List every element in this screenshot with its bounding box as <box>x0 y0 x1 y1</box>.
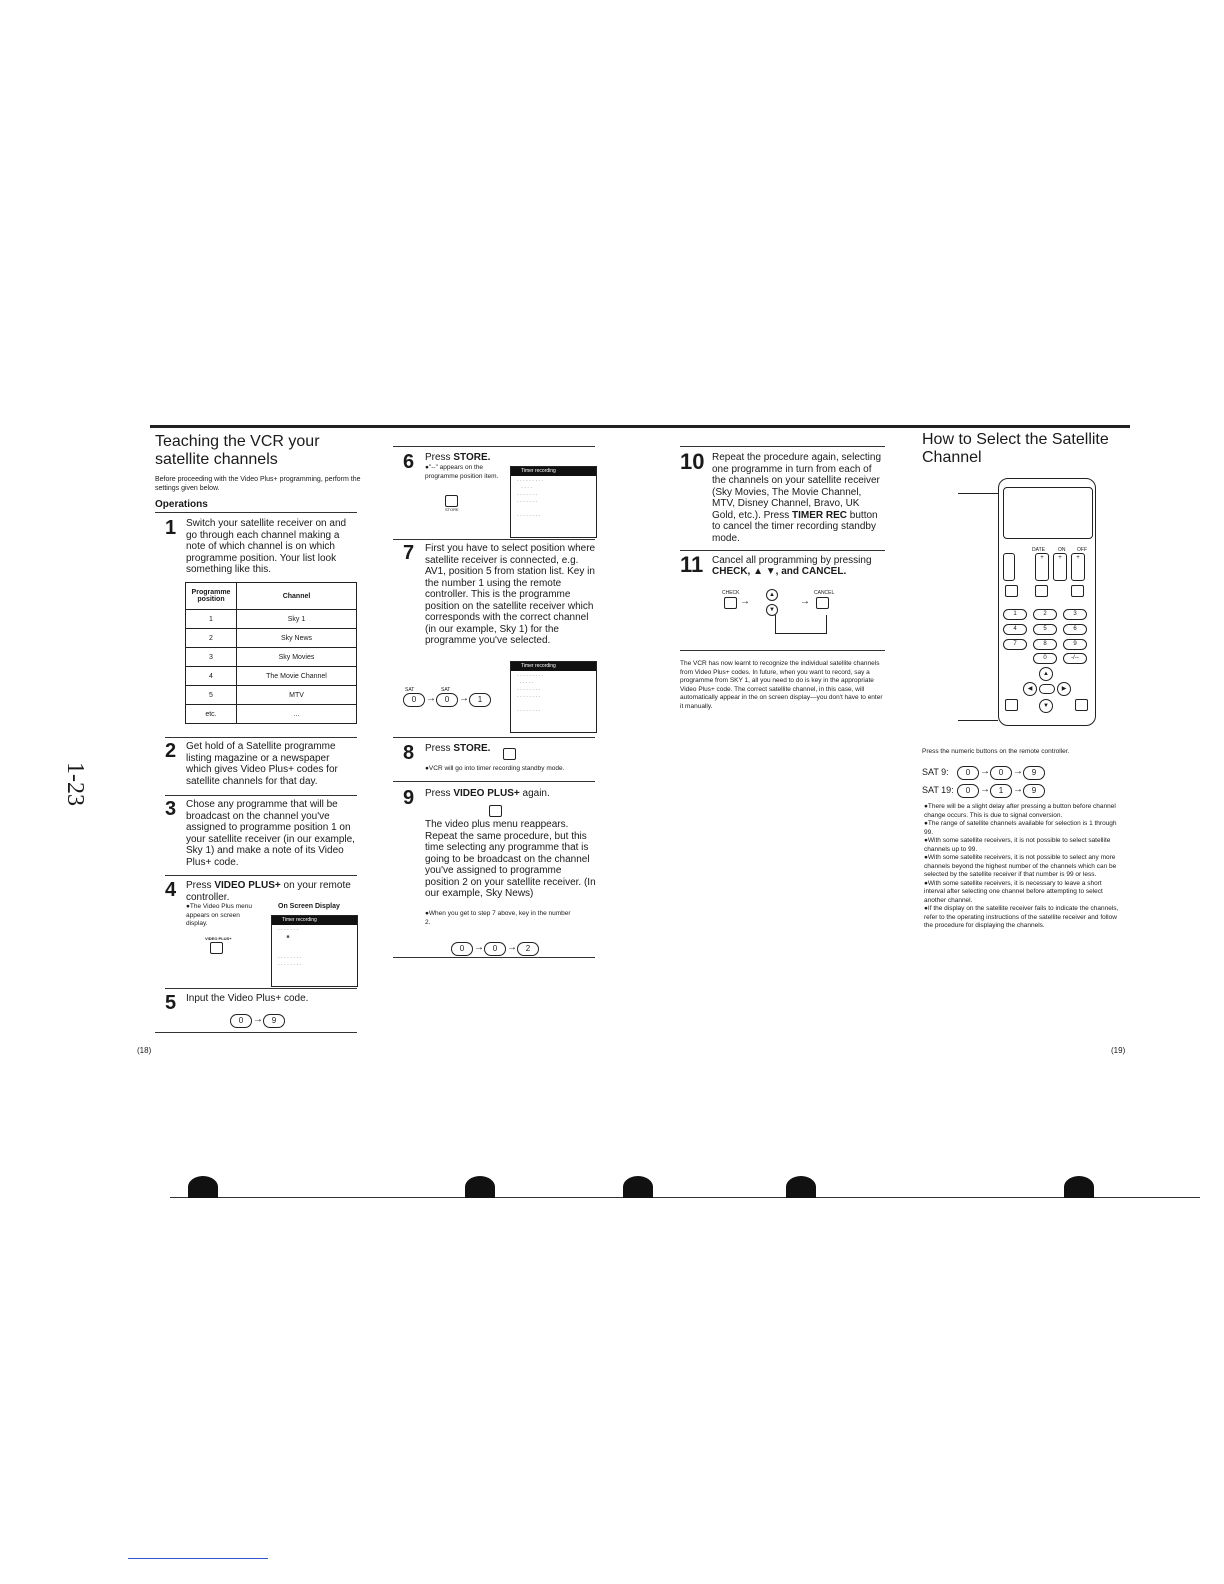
rule <box>393 737 595 738</box>
cell-channel: Sky News <box>237 629 357 648</box>
cell-channel: ... <box>237 705 357 724</box>
cancel-label: CANCEL <box>814 590 835 596</box>
step-number: 3 <box>165 798 177 820</box>
step-5 <box>165 993 360 1033</box>
key-0[interactable]: 0 <box>451 942 473 956</box>
arrow-icon: → <box>459 693 469 704</box>
screen-title: Timer recording <box>511 467 596 476</box>
button-label: STORE <box>445 507 459 512</box>
sat19-label: SAT 19: <box>922 785 954 795</box>
osd-label: On Screen Display <box>278 903 340 910</box>
arrow-icon: → <box>507 942 517 953</box>
step-text-detail: The video plus menu reappears. Repeat the same procedure, but this time selecting any programme that is going to be broadcast on the channel you've assigned to programme position 2 on your satellite receiver. (In our example, Sky News) <box>425 819 596 899</box>
cell-channel: Sky Movies <box>237 648 357 667</box>
timer-rec-key[interactable] <box>1071 585 1084 597</box>
rule <box>165 737 357 738</box>
learnt-note: The VCR has now learnt to recognize the individual satellite channels from Video Plus+ codes. In future, when you want to record, say a programme from SKY 1, all you need to do is key in the appropriate Video Plus+ code. The correct satellite channel, in this case, will automatically appear in the on screen display—you don't have to enter it manually. <box>680 660 883 710</box>
arrow-icon: → <box>253 1014 263 1025</box>
binder-mark <box>786 1176 816 1198</box>
step-text: Press STORE. <box>425 743 491 754</box>
rule <box>165 875 357 876</box>
up-arrow-button[interactable]: ▲ <box>766 589 778 601</box>
cell-channel: The Movie Channel <box>237 667 357 686</box>
cell-position: 5 <box>186 686 237 705</box>
num-key-0[interactable]: 0 <box>1033 653 1057 664</box>
num-key-7[interactable]: 7 <box>1003 639 1027 650</box>
note-item: ●There will be a slight delay after pressing a button before channel change occurs. This is due to signal conversion. <box>924 803 1116 819</box>
cell-position: 3 <box>186 648 237 667</box>
step-9 <box>403 788 603 958</box>
step-number: 8 <box>403 742 415 764</box>
off-label: OFF <box>1077 547 1087 553</box>
binder-mark <box>623 1176 653 1198</box>
table-header-position: Programme position <box>186 583 237 610</box>
screen-title: Timer recording <box>511 662 596 671</box>
check-button[interactable] <box>724 597 737 609</box>
right-key[interactable]: ▶ <box>1057 682 1071 696</box>
press-instruction: Press the numeric buttons on the remote controller. <box>922 748 1070 755</box>
step-number: 9 <box>403 787 415 809</box>
step-text: Press VIDEO PLUS+ again. <box>425 788 550 799</box>
down-key[interactable]: ▼ <box>1039 699 1053 713</box>
notes-list <box>924 803 1124 931</box>
step-number: 2 <box>165 740 177 762</box>
step-text: First you have to select position where satellite receiver is connected, e.g. AV1, position 5 from station list. Key in the number 1 using the remote controller. This is the programme position on the satellite receiver which corresponds with the correct channel (in our example, Sky 1) for the programme you've selected. <box>425 543 596 646</box>
arrow-icon: → <box>474 942 484 953</box>
menu-key[interactable] <box>1039 684 1055 694</box>
step-note: ●"--" appears on the programme position item. <box>425 464 499 480</box>
step-text: Repeat the procedure again, selecting one programme in turn from each of the channels on your satellite receiver (Sky Movies, The Movie Channel, MTV, Disney Channel, Bravo, UK Gold, etc.). Press TIMER REC button to cancel the timer recording standby mode. <box>712 452 882 544</box>
num-key-3[interactable]: 3 <box>1063 609 1087 620</box>
cell-channel: MTV <box>237 686 357 705</box>
step-note: ●When you get to step 7 above, key in the number 2. <box>425 910 571 926</box>
step-text-bold: CHECK, ▲ ▼, and CANCEL. <box>712 566 847 577</box>
step-note: ●The Video Plus menu appears on screen display. <box>186 903 252 927</box>
pointer-line <box>958 720 998 721</box>
binder-mark <box>1064 1176 1094 1198</box>
left-key[interactable]: ◀ <box>1023 682 1037 696</box>
key-0[interactable]: 0 <box>436 693 458 707</box>
key-0[interactable]: 0 <box>957 766 979 780</box>
step-2 <box>165 741 360 789</box>
channel-table <box>185 582 357 724</box>
on-key[interactable]: + <box>1053 553 1067 581</box>
key-1[interactable]: 1 <box>990 784 1012 798</box>
rule <box>165 988 357 989</box>
note-item: ●With some satellite receivers, it is not possible to select satellite channels up to 99. <box>924 837 1111 853</box>
num-key-2[interactable]: 2 <box>1033 609 1057 620</box>
rule <box>393 446 595 447</box>
key-0[interactable]: 0 <box>957 784 979 798</box>
key-1[interactable]: 1 <box>469 693 491 707</box>
screen-noise: · · · · · · · · · · · · · · · · · · · · · · · · · · · · · · · · · · · <box>517 478 544 519</box>
step-4 <box>165 880 360 988</box>
num-key-9[interactable]: 9 <box>1063 639 1087 650</box>
pointer-line <box>958 493 998 494</box>
screen-title: Timer recording <box>272 916 357 925</box>
sat9-label: SAT 9: <box>922 767 949 777</box>
step-text: Press VIDEO PLUS+ on your remote controller. <box>186 880 351 903</box>
rule <box>680 550 885 551</box>
step-7 <box>403 543 603 733</box>
top-rule <box>150 425 1130 428</box>
sat-examples <box>922 764 1122 796</box>
step-text: Press STORE. <box>425 452 491 463</box>
table-header-channel: Channel <box>237 583 357 610</box>
step-text: Input the Video Plus+ code. <box>186 993 309 1004</box>
down-arrow-button[interactable]: ▼ <box>766 604 778 616</box>
store-button[interactable] <box>445 495 458 507</box>
note-item: ●With some satellite receivers, it is not possible to select any more channels beyond the highest number of the channels which can be selected by the satellite receiver if that number is 99 or less. <box>924 854 1117 878</box>
arrow-icon: → <box>740 596 750 607</box>
step-text: Chose any programme that will be broadcast on the channel you've assigned to programme position 1 on your satellite receiver (in our example, Sky 1) and make a note of its Video Plus+ code. <box>186 799 355 868</box>
key-0[interactable]: 0 <box>230 1014 252 1028</box>
num-key-4[interactable]: 4 <box>1003 624 1027 635</box>
table-row <box>186 686 357 705</box>
key-9[interactable]: 9 <box>1023 766 1045 780</box>
sat-label: SAT <box>405 687 415 693</box>
num-key-8[interactable]: 8 <box>1033 639 1057 650</box>
cell-position: 2 <box>186 629 237 648</box>
step-text: Get hold of a Satellite programme listing magazine or a newspaper which gives Video Plus+ codes for satellite channels for that day. <box>186 741 338 787</box>
arrow-icon: → <box>426 693 436 704</box>
osd-screen <box>271 915 358 987</box>
sat-key[interactable] <box>1005 699 1018 711</box>
step-number: 6 <box>403 451 415 473</box>
step-number: 11 <box>680 552 704 577</box>
num-key-5[interactable]: 5 <box>1033 624 1057 635</box>
store-button[interactable] <box>503 748 516 760</box>
intro-text: Before proceeding with the Video Plus+ programming, perform the settings given below. <box>155 476 361 492</box>
video-plus-button[interactable] <box>210 942 223 954</box>
screen-noise: · · · · · · · · · · · · · · · · · · · · · · · · · · · · · · · · · · · · · · <box>517 673 544 714</box>
step-number: 4 <box>165 879 177 901</box>
date-key[interactable]: + <box>1035 553 1049 581</box>
key-0[interactable]: 0 <box>990 766 1012 780</box>
step-text: Switch your satellite receiver on and go through each channel making a note of which channel is on which programme position. Your list look something like this. <box>186 518 347 575</box>
note-item: ●The range of satellite channels available for selection is 1 through 99. <box>924 820 1117 836</box>
step-11 <box>680 552 885 655</box>
right-title-block <box>922 431 1132 467</box>
num-key-6[interactable]: 6 <box>1063 624 1087 635</box>
table-row <box>186 648 357 667</box>
operations-heading: Operations <box>155 499 208 510</box>
cell-position: 4 <box>186 667 237 686</box>
osd-screen <box>510 466 597 538</box>
cancel-key[interactable] <box>1035 585 1048 597</box>
cell-channel: Sky 1 <box>237 610 357 629</box>
binder-mark <box>188 1176 218 1198</box>
check-key[interactable] <box>1005 585 1018 597</box>
step-6 <box>403 452 603 537</box>
arrow-icon: → <box>1013 766 1023 777</box>
date-label: DATE <box>1032 547 1045 553</box>
step-number: 10 <box>680 449 705 474</box>
left-title-block <box>155 433 365 510</box>
check-label: CHECK <box>722 590 740 596</box>
note-item: ●With some satellite receivers, it is necessary to leave a short interval after selecting one channel before attempting to select another channel. <box>924 879 1103 904</box>
step-number: 5 <box>165 992 177 1014</box>
bottom-link-line <box>128 1558 268 1559</box>
step-8 <box>403 743 603 779</box>
page-number-left: (18) <box>137 1046 152 1055</box>
cell-position: 1 <box>186 610 237 629</box>
key-9[interactable]: 9 <box>1023 784 1045 798</box>
binder-mark <box>465 1176 495 1198</box>
bottom-rule <box>170 1197 1200 1198</box>
remote-window <box>1003 487 1093 539</box>
rule <box>393 539 595 540</box>
rule <box>393 957 595 958</box>
table-row <box>186 610 357 629</box>
rule <box>680 650 885 651</box>
page-title-left: Teaching the VCR your satellite channels <box>155 433 320 468</box>
step-number: 7 <box>403 542 415 564</box>
table-row <box>186 667 357 686</box>
note-item: ●If the display on the satellite receiver fails to indicate the channels, refer to the operating instructions of the satellite receiver and follow the procedure for displaying the channels. <box>924 905 1119 929</box>
cell-position: etc. <box>186 705 237 724</box>
arrow-icon: → <box>800 596 810 607</box>
table-row <box>186 629 357 648</box>
num-key-1[interactable]: 1 <box>1003 609 1027 620</box>
plus-key[interactable]: -/-- <box>1063 653 1087 664</box>
rule <box>155 512 357 513</box>
key-0[interactable]: 0 <box>403 693 425 707</box>
step-10 <box>680 449 885 544</box>
arrow-icon: → <box>980 784 990 795</box>
step-text: Cancel all programming by pressing <box>712 555 872 566</box>
arrow-icon: → <box>980 766 990 777</box>
up-key[interactable]: ▲ <box>1039 667 1053 681</box>
cancel-button[interactable] <box>816 597 829 609</box>
rule <box>155 1032 357 1033</box>
store-key[interactable] <box>1075 699 1088 711</box>
osd-screen <box>510 661 597 733</box>
step-3 <box>165 799 360 869</box>
rule <box>680 446 885 447</box>
arrow-icon: → <box>1013 784 1023 795</box>
video-plus-button[interactable] <box>489 805 502 817</box>
page-title-right: How to Select the Satellite Channel <box>922 431 1109 466</box>
off-key[interactable]: + <box>1071 553 1085 581</box>
rule <box>165 795 357 796</box>
step-note: ●VCR will go into timer recording standby mode. <box>425 765 565 772</box>
step-number: 1 <box>165 517 177 539</box>
button-label: VIDEO PLUS+ <box>205 936 232 941</box>
remote-controller <box>998 478 1096 726</box>
sat-label: SAT <box>441 687 451 693</box>
page-number-right: (19) <box>1111 1046 1126 1055</box>
rule <box>393 781 595 782</box>
on-label: ON <box>1058 547 1066 553</box>
margin-page-number: 1-23 <box>62 762 88 806</box>
loop-arrow-icon <box>775 615 827 634</box>
timer-key[interactable] <box>1003 553 1015 581</box>
screen-noise: · · · · · · · ■ · · · · · · · · · · · · · · · · <box>278 927 302 968</box>
key-0[interactable]: 0 <box>484 942 506 956</box>
key-2[interactable]: 2 <box>517 942 539 956</box>
key-9[interactable]: 9 <box>263 1014 285 1028</box>
table-row <box>186 705 357 724</box>
